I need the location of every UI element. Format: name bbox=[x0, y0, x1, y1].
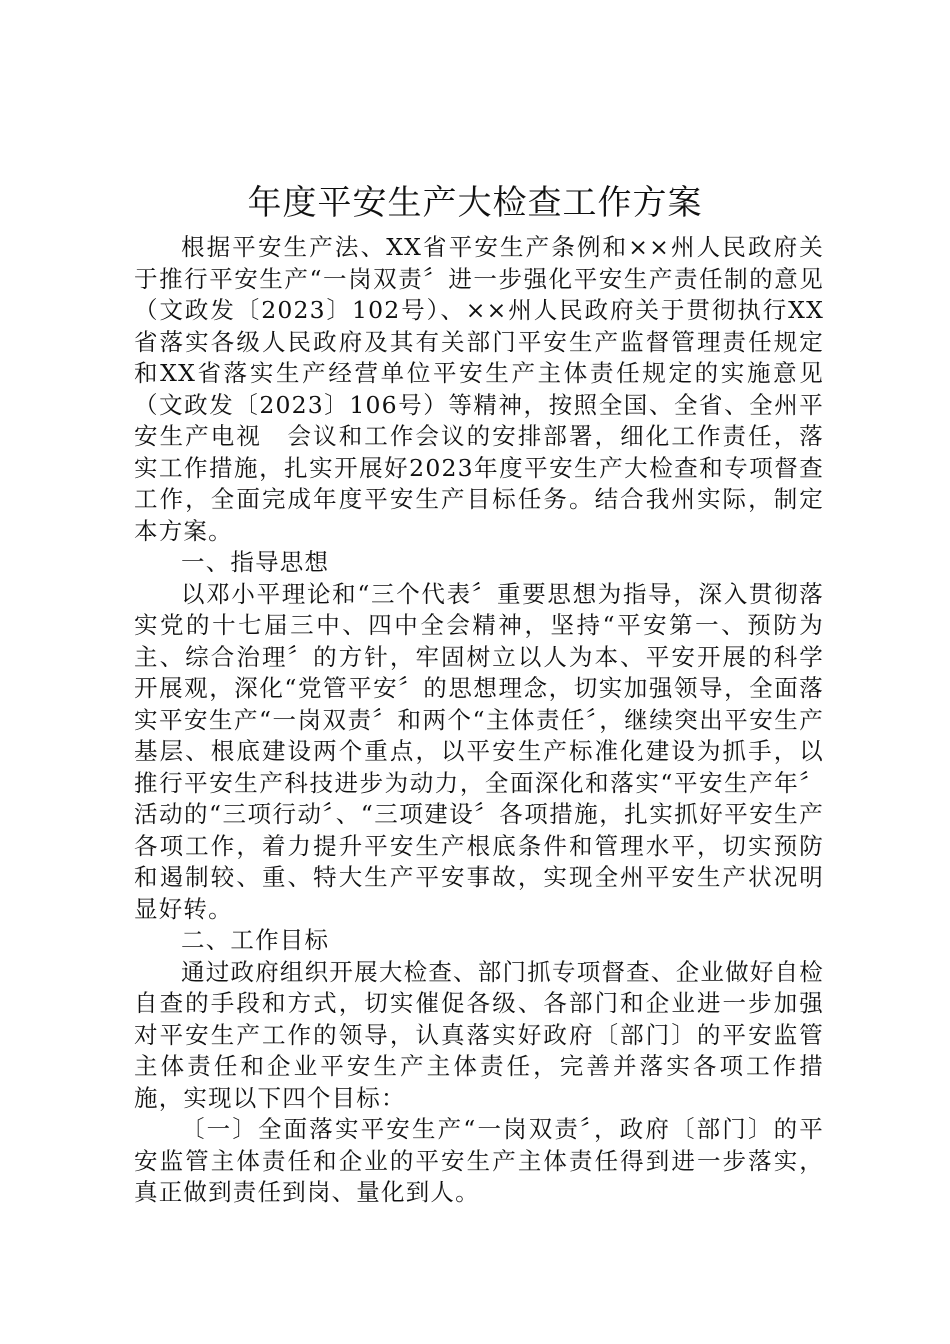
paragraph-intro: 根据平安生产法、XX省平安生产条例和××州人民政府关于推行平安生产“一岗双责〞进一步强化平安生产责任制的意见（文政发〔2023〕102号）、××州人民政府关于贯彻执行XX省落实各级人民政府及其有关部门平安生产监督管理责任规定和XX省落实生产经营单位平安生产主体责任规定的实施意见（文政发〔2023〕106号）等精神，按照全国、全省、全州平安生产电视 会议和工作会议的安排部署，细化工作责任，落实工作措施，扎实开展好2023年度平安生产大检查和专项督查工作，全面完成年度平安生产目标任务。结合我州实际，制定本方案。 bbox=[134, 233, 824, 545]
document-body bbox=[134, 232, 824, 1209]
paragraph-goal-one: 〔一〕全面落实平安生产“一岗双责〞，政府〔部门〕的平安监管主体责任和企业的平安生产主体责任得到进一步落实，真正做到责任到岗、量化到人。 bbox=[134, 1115, 824, 1206]
paragraph-guiding-ideology: 以邓小平理论和“三个代表〞重要思想为指导，深入贯彻落实党的十七届三中、四中全会精神，坚持“平安第一、预防为主、综合治理〞的方针，牢固树立以人为本、平安开展的科学开展观，深化“党管平安〞的思想理念，切实加强领导，全面落实平安生产“一岗双责〞和两个“主体责任〞，继续突出平安生产基层、根底建设两个重点，以平安生产标准化建设为抓手，以推行平安生产科技进步为动力，全面深化和落实“平安生产年〞活动的“三项行动〞、“三项建设〞各项措施，扎实抓好平安生产各项工作，着力提升平安生产根底条件和管理水平，切实预防和遏制较、重、特大生产平安事故，实现全州平安生产状况明显好转。 bbox=[134, 579, 824, 923]
document-title: 年度平安生产大检查工作方案 bbox=[247, 183, 703, 223]
section-heading-guiding-ideology: 一、指导思想 bbox=[181, 548, 330, 576]
section-heading-work-goals: 二、工作目标 bbox=[181, 926, 330, 954]
paragraph-work-goals: 通过政府组织开展大检查、部门抓专项督查、企业做好自检自查的手段和方式，切实催促各级、各部门和企业进一步加强对平安生产工作的领导，认真落实好政府〔部门〕的平安监管主体责任和企业平安生产主体责任，完善并落实各项工作措施，实现以下四个目标： bbox=[134, 957, 824, 1112]
